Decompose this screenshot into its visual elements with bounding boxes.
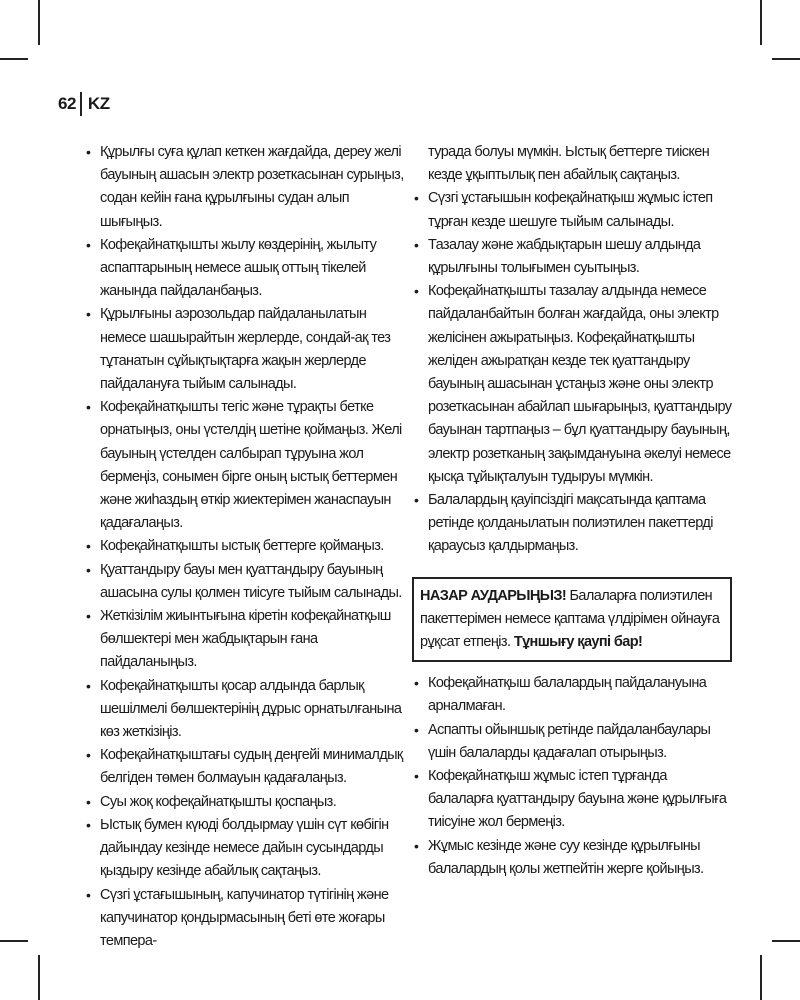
header-divider bbox=[80, 92, 82, 116]
list-item: • Кофеқайнатқышты жылу көздерінің, жылыту аспаптарының немесе ашық оттың тікелей жанында пайдаланбаңыз. bbox=[82, 234, 404, 304]
list-item: • Жеткізілім жиынтығына кіретін кофеқайнатқыш бөлшектері мен жабдықтарын ғана пайдаланыңыз. bbox=[82, 605, 404, 675]
left-column bbox=[82, 141, 404, 953]
list-item: • Кофеқайнатқышты тегіс және тұрақты бетке орнатыңыз, оны үстелдің шетіне қоймаңыз. Желі бауының үстелден салбырап тұруына жол бермеңіз, сонымен бірге оның ыстық беттермен және жиһаздың өткір жиектерімен жанаспауын қадағалаңыз. bbox=[82, 396, 404, 535]
warning-emphasis: Тұншығу қаупі бар! bbox=[513, 634, 643, 651]
safety-list-right-bottom bbox=[410, 672, 732, 881]
list-item: • Тазалау және жабдықтарын шешу алдында құрылғыны толығымен суытыңыз. bbox=[410, 234, 732, 280]
list-item: • Суы жоқ кофеқайнатқышты қоспаңыз. bbox=[82, 791, 404, 814]
language-code: KZ bbox=[87, 94, 110, 113]
safety-list-right-top bbox=[410, 187, 732, 558]
right-column bbox=[410, 141, 732, 881]
warning-label: НАЗАР АУДАРЫҢЫЗ! bbox=[420, 587, 567, 604]
list-item: • Кофеқайнатқышты қосар алдында барлық шешілмелі бөлшектерінің дұрыс орнатылғанына көз жеткізіңіз. bbox=[82, 675, 404, 745]
page-number: 62 bbox=[58, 94, 76, 113]
list-item: • Кофеқайнатқыш жұмыс істеп тұрғанда балаларға қуаттандыру бауына және құрылғыға тиісуіне жол бермеңіз. bbox=[410, 765, 732, 835]
continued-text: турада болуы мүмкін. Ыстық беттерге тиіскен кезде ұқыптылық пен абайлық сақтаңыз. bbox=[428, 144, 710, 184]
crop-mark bbox=[0, 58, 28, 60]
warning-box bbox=[412, 577, 732, 663]
safety-list-left bbox=[82, 141, 404, 953]
crop-mark bbox=[760, 955, 762, 1000]
list-item: • Сүзгі ұстағышының, капучинатор түтігінің және капучинатор қондырмасының беті өте жоғары темпера- bbox=[82, 884, 404, 954]
list-item: • Жұмыс кезінде және суу кезінде құрылғыны балалардың қолы жетпейтін жерге қойыңыз. bbox=[410, 835, 732, 881]
list-item: • Аспапты ойыншық ретінде пайдаланбаулары үшін балаларды қадағалап отырыңыз. bbox=[410, 719, 732, 765]
crop-mark bbox=[0, 940, 28, 942]
list-item: • Кофеқайнатқышты тазалау алдында немесе пайдаланбайтын болған жағдайда, оны электр желісінен ажыратыңыз. Кофеқайнатқышты желіден ажыратқан кезде тек қуаттандыру бауының ашасынан ұстаңыз және оны электр розеткасынан абайлап шығарыңыз, қуаттандыру бауынан тартпаңыз – бұл қуаттандыру бауының, электр розетканың зақымдануына әкелуі немесе қысқа тұйықталуын тудыруы мүмкін. bbox=[410, 280, 732, 489]
list-item: • Құрылғыны аэрозольдар пайдаланылатын немесе шашырайтын жерлерде, сондай-ақ тез тұтанатын сұйықтықтарға жақын жерлерде пайдалануға тыйым салынады. bbox=[82, 303, 404, 396]
warning-text: Балаларға полиэтилен пакеттерімен немесе қаптама үлдірімен ойнауға рұқсат етпеңіз. bbox=[420, 587, 720, 651]
list-item: • Сүзгі ұстағышын кофеқайнатқыш жұмыс істеп тұрған кезде шешуге тыйым салынады. bbox=[410, 187, 732, 233]
page-header bbox=[58, 92, 110, 116]
crop-mark bbox=[760, 0, 762, 45]
list-item: • Кофеқайнатқыш балалардың пайдалануына арналмаған. bbox=[410, 672, 732, 718]
crop-mark bbox=[38, 0, 40, 45]
crop-mark bbox=[772, 58, 800, 60]
list-item: • Қуаттандыру бауы мен қуаттандыру бауының ашасына сулы қолмен тиісуге тыйым салынады. bbox=[82, 559, 404, 605]
list-item: • Балалардың қауіпсіздігі мақсатында қаптама ретінде қолданылатын полиэтилен пакеттерді қараусыз қалдырмаңыз. bbox=[410, 489, 732, 559]
crop-mark bbox=[38, 955, 40, 1000]
list-item: • Ыстық бумен күюді болдырмау үшін сүт көбігін дайындау кезінде немесе дайын сусындарды қыздыру кезінде абайлық сақтаңыз. bbox=[82, 814, 404, 884]
list-item: • Кофеқайнатқышты ыстық беттерге қоймаңыз. bbox=[82, 535, 404, 558]
list-item: • Кофеқайнатқыштағы судың деңгейі минималдық белгіден төмен болмауын қадағалаңыз. bbox=[82, 744, 404, 790]
list-item: • Құрылғы суға құлап кеткен жағдайда, дереу желі бауының ашасын электр розеткасынан сурыңыз, содан кейін ғана құрылғыны судан алып шығыңыз. bbox=[82, 141, 404, 234]
crop-mark bbox=[772, 940, 800, 942]
